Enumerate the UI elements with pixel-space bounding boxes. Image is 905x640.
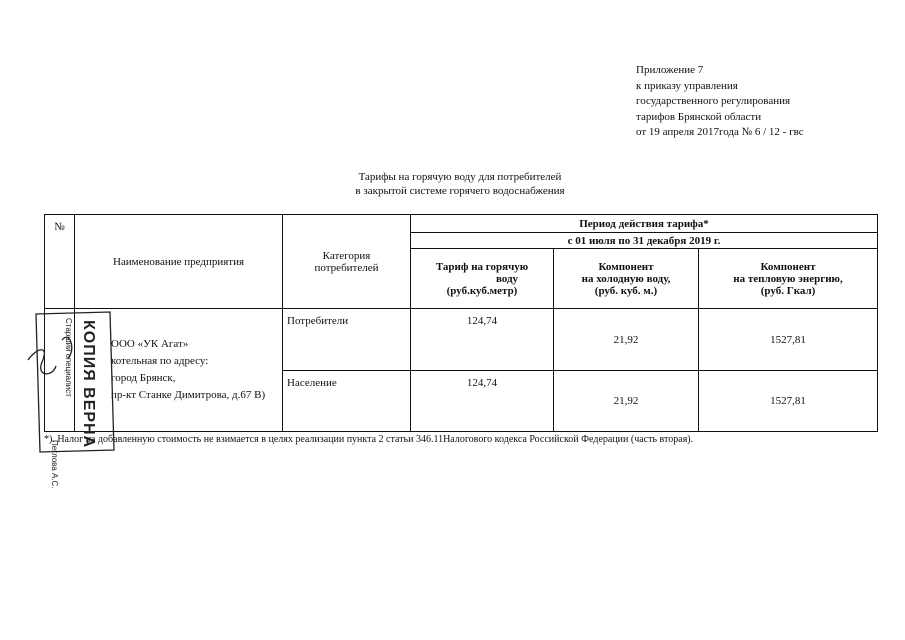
- header-tariff: [411, 249, 554, 309]
- appendix-line: Приложение 7: [636, 64, 704, 76]
- header-tariff-line: (руб.куб.метр): [446, 284, 518, 297]
- cell-tariff: 124,74: [411, 371, 554, 432]
- company-line: пр-кт Станке Димитрова, д.67 В): [111, 389, 266, 401]
- header-cold-line: на холодную воду,: [581, 272, 671, 285]
- header-number: №: [45, 215, 75, 309]
- appendix-line: тарифов Брянской области: [636, 110, 762, 123]
- cell-cold-water: 21,92: [554, 309, 699, 371]
- appendix-block: [636, 63, 804, 141]
- cell-heat-energy: 1527,81: [699, 309, 878, 371]
- header-tariff-line: воду: [495, 272, 519, 285]
- footnote: *). Налог на добавленную стоимость не взимается в целях реализации пункта 2 статьи 346.11Налогового кодекса Российской Федерации (часть вторая).: [44, 434, 694, 445]
- tariff-table: [44, 214, 878, 432]
- cell-category: Население: [283, 371, 411, 432]
- company-line: котельная по адресу:: [111, 355, 209, 367]
- cell-tariff: 124,74: [411, 309, 554, 371]
- header-period: Период действия тарифа*: [411, 215, 878, 233]
- document-title: [250, 170, 670, 198]
- company-line: ООО «УК Агат»: [111, 338, 189, 350]
- appendix-line: к приказу управления: [636, 79, 738, 92]
- stamp-text: Пеглова А.С.: [50, 440, 59, 489]
- header-heat-line: Компонент: [760, 260, 816, 273]
- stamp-text: КОПИЯ ВЕРНА: [80, 320, 97, 449]
- appendix-line: государственного регулирования: [636, 95, 791, 107]
- company-line: город Брянск,: [111, 372, 176, 384]
- header-cold-water: [554, 249, 699, 309]
- header-category-line: потребителей: [314, 261, 379, 274]
- table-row: [45, 309, 878, 371]
- appendix-order-line: от 19 апреля 2017года № 6 / 12 - гвс: [636, 126, 804, 138]
- header-cold-line: Компонент: [598, 260, 654, 273]
- header-heat-line: на тепловую энергию,: [733, 272, 843, 285]
- cell-company: [75, 309, 283, 432]
- header-category-line: Категория: [322, 249, 371, 262]
- title-line: в закрытой системе горячего водоснабжения: [355, 185, 565, 197]
- header-category: [283, 215, 411, 309]
- header-period-range: с 01 июля по 31 декабря 2019 г.: [411, 233, 878, 249]
- header-heat-energy: [699, 249, 878, 309]
- cell-number: [45, 309, 75, 432]
- cell-cold-water: 21,92: [554, 371, 699, 432]
- title-line: Тарифы на горячую воду для потребителей: [358, 171, 562, 183]
- header-company: Наименование предприятия: [75, 215, 283, 309]
- header-heat-line: (руб. Гкал): [760, 284, 816, 297]
- cell-category: Потребители: [283, 309, 411, 371]
- cell-heat-energy: 1527,81: [699, 371, 878, 432]
- header-tariff-line: Тариф на горячую: [435, 260, 529, 273]
- stamp-text: Старший специалист: [64, 318, 73, 397]
- header-cold-line: (руб. куб. м.): [594, 284, 658, 297]
